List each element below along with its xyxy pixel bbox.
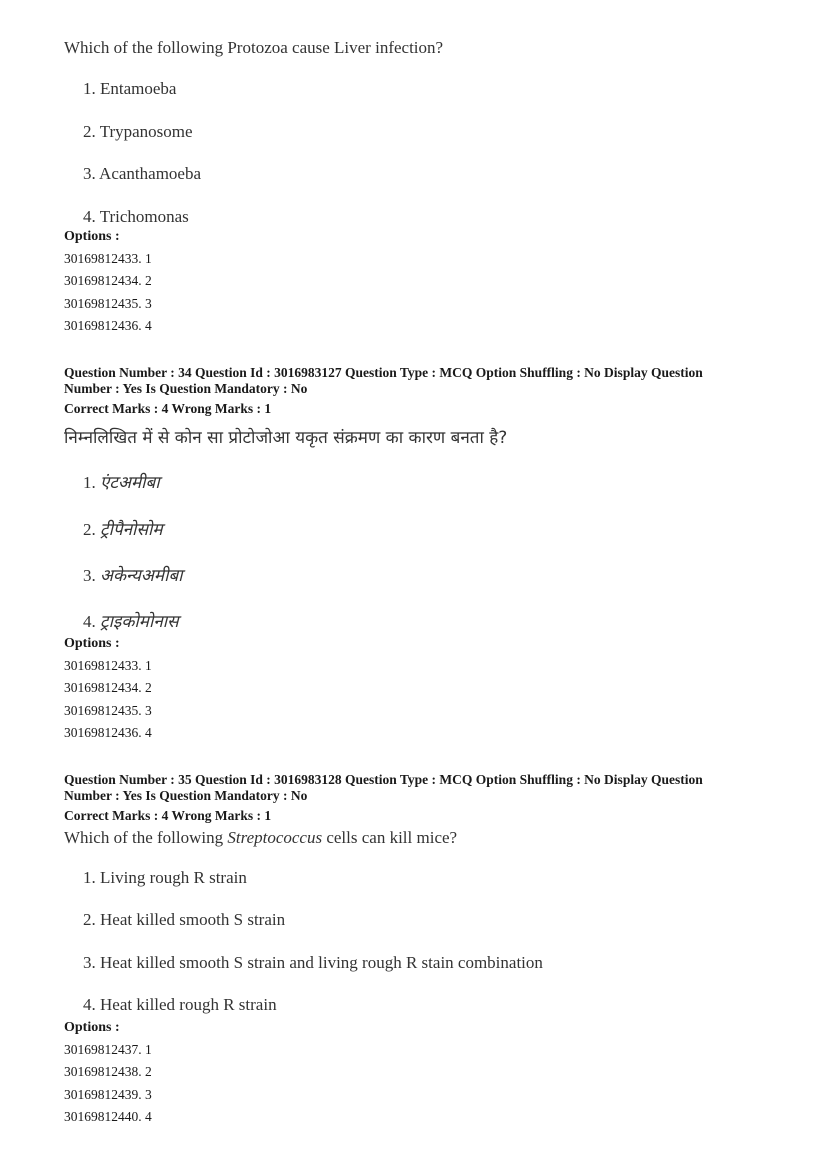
question-text: निम्नलिखित में से कोन सा प्रोटोजोआ यकृत संक्रमण का कारण बनता है? <box>64 428 508 448</box>
choice-2 <box>83 517 163 540</box>
options-label: Options : <box>64 1020 120 1035</box>
question-text-end: cells can kill mice? <box>322 828 458 847</box>
choice-number: 2. <box>83 520 96 539</box>
choice-2: 2. Trypanosome <box>83 122 193 141</box>
option-id-3: 30169812435. 3 <box>64 296 152 311</box>
choice-1: 1. Entamoeba <box>83 79 177 98</box>
option-id-4: 30169812436. 4 <box>64 318 152 333</box>
choice-number: 3. <box>83 566 96 585</box>
question-meta <box>64 771 769 788</box>
marks-line: Correct Marks : 4 Wrong Marks : 1 <box>64 808 272 823</box>
choice-number: 4. <box>83 612 96 631</box>
question-meta-line2: Number : Yes Is Question Mandatory : No <box>64 381 308 396</box>
option-id-1: 30169812433. 1 <box>64 251 152 266</box>
question-text-italic: Streptococcus <box>227 828 323 847</box>
question-meta-line1: Question Number : 35 Question Id : 3016983128 Question Type : MCQ Option Shuffling : No Display Question <box>64 772 703 787</box>
choice-label: ट्रीपैनोसोम <box>100 520 163 540</box>
option-id-2: 30169812434. 2 <box>64 680 152 695</box>
choice-1 <box>83 470 160 493</box>
option-id-4: 30169812436. 4 <box>64 725 152 740</box>
question-text: Which of the following Protozoa cause Liver infection? <box>64 38 444 57</box>
question-text-start: Which of the following <box>64 828 228 847</box>
choice-4: 4. Heat killed rough R strain <box>83 995 277 1014</box>
option-id-2: 30169812438. 2 <box>64 1064 152 1079</box>
options-label: Options : <box>64 229 120 244</box>
question-meta-line2: Number : Yes Is Question Mandatory : No <box>64 788 308 803</box>
option-id-4: 30169812440. 4 <box>64 1109 152 1124</box>
options-label: Options : <box>64 636 120 651</box>
choice-3 <box>83 563 183 586</box>
option-id-1: 30169812437. 1 <box>64 1042 152 1057</box>
question-text <box>64 828 457 848</box>
choice-2: 2. Heat killed smooth S strain <box>83 910 286 929</box>
choice-label: ट्राइकोमोनास <box>100 612 179 632</box>
choice-4 <box>83 609 179 632</box>
marks-line: Correct Marks : 4 Wrong Marks : 1 <box>64 401 272 416</box>
option-id-2: 30169812434. 2 <box>64 273 152 288</box>
option-id-1: 30169812433. 1 <box>64 658 152 673</box>
choice-1: 1. Living rough R strain <box>83 868 247 887</box>
choice-3: 3. Heat killed smooth S strain and living rough R stain combination <box>83 953 543 972</box>
option-id-3: 30169812439. 3 <box>64 1087 152 1102</box>
question-meta-line1: Question Number : 34 Question Id : 3016983127 Question Type : MCQ Option Shuffling : No Display Question <box>64 365 703 380</box>
option-id-3: 30169812435. 3 <box>64 703 152 718</box>
choice-4: 4. Trichomonas <box>83 207 189 226</box>
choice-label: एंटअमीबा <box>100 473 160 493</box>
choice-label: अकेन्यअमीबा <box>100 566 183 586</box>
choice-3: 3. Acanthamoeba <box>83 164 202 183</box>
question-meta <box>64 364 769 381</box>
choice-number: 1. <box>83 473 96 492</box>
